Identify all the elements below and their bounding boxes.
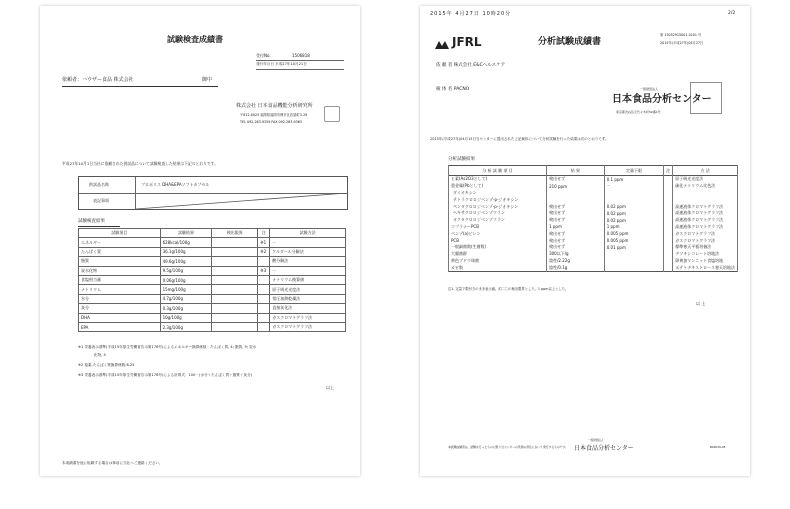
table-cell: 検出せず [547,244,605,251]
table-cell: 高速液体クロマトグラフ法 [673,224,738,231]
lab-name: 株式会社 日本食品機能分析研究所 [236,103,313,109]
table-cell: 628kcal/100g [160,238,212,247]
table-cell: 原子吸光光度法 [270,285,346,294]
table-cell [212,247,258,256]
table-cell [664,190,673,197]
table-cell: 重金属(Pbとして) [449,183,547,190]
table-cell [664,237,673,244]
table-cell [604,190,664,197]
table-cell: 検出せず [547,176,605,183]
left-header-cell: 試験項目 [79,229,161,238]
left-header-cell: 試験結果 [160,229,212,238]
table-cell: 0.1 ppm [604,176,664,183]
table-row [449,230,738,237]
table-cell: 0.01 ppm [604,244,664,251]
table-row [79,275,346,284]
table-cell: 検出せず [547,217,605,224]
rh-result: 結 果 [547,166,605,176]
table-row [449,244,738,251]
table-cell: 原子吸光光度法 [673,176,738,183]
footer-code: B04039-05 [710,445,726,449]
ref-no-label: 受付No. [256,53,271,58]
table-cell: 一般細菌数(生菌数) [449,244,547,251]
table-cell: ナトリウム [79,285,161,294]
left-document-page [40,6,360,476]
table-cell: － [604,183,664,190]
footer-org-small: 一般財団法人 [588,439,604,442]
table-cell: エネルギー [79,238,161,247]
table-cell: ペンタクロロジベンゾ-p-ジオキシン [449,203,547,210]
table-cell: カビ数 [449,264,547,271]
table-cell: － [270,266,346,275]
sample-label: 供試品名称 [89,182,109,187]
table-row [449,224,738,231]
note-1: ※1 栄養表示基準(平成15年厚生労働省告示第176号)によるエネルギー換算係数：たんぱく質, 4; 脂質, 9; 炭水 [78,345,257,349]
table-cell: 水分 [79,294,161,303]
table-cell: ベンゾ(a)ピレン [449,230,547,237]
table-cell: 0.06g/100g [160,275,212,284]
left-end-mark: 以上 [326,385,334,390]
table-cell: 検出せず [547,203,605,210]
right-intro: 2015年(平成27年)04月15日当センターに提出された上記検体について分析試験を行った結果は次のとおりです。 [430,137,609,141]
table-cell [664,244,673,251]
table-cell [664,183,673,190]
remarks-label: 表記事項 [93,198,109,203]
right-footer-left: 本試験成績書は、試験を行ったものに限り当センターの実施の責任において発行するものです。 [448,445,568,449]
table-cell: ケルダール分解法 [270,247,346,256]
table-cell [673,196,738,203]
results-heading: 試験検査結果 [78,219,105,224]
table-cell [604,196,664,203]
table-cell [258,304,270,313]
lab-phone: TEL 092-263-9359 FAX 092-263-9363 [240,120,302,124]
table-cell [212,238,258,247]
sample-name: プロポリス DHA&EPAソフトカプセル [141,182,210,187]
table-row [449,237,738,244]
right-sample: 検 体 名 PACNO [436,87,470,92]
doc-date: 2015年(平成27年)04月27日 [660,41,704,45]
right-results-table [448,165,738,272]
table-cell [258,257,270,266]
org-branch: 東京都渋谷区元代々木町52番1号 [616,110,661,114]
table-cell: 陰性/0.1g [547,264,605,271]
company-seal [324,106,340,122]
rh-method: 方 法 [673,166,738,176]
remarks-strike-line [136,193,347,209]
table-cell: 直接灰化法 [270,304,346,313]
table-cell: 検出せず [547,230,605,237]
left-header-cell: 試験方法 [270,229,346,238]
table-cell: 検出せず [547,210,605,217]
table-row [79,304,346,313]
table-cell: ガスクロマトグラフ法 [270,322,346,331]
table-cell: 灰分 [79,304,161,313]
table-cell: ※1 [258,238,270,247]
table-cell: 脂質 [79,257,161,266]
org-block [610,86,712,120]
table-row [449,183,738,190]
table-cell [664,224,673,231]
table-row [79,238,346,247]
table-cell [673,190,738,197]
left-results-table [78,228,346,332]
table-cell: ポテトデキストロース寒天培地法 [673,264,738,271]
table-cell: 標準寒天平板培養法 [673,244,738,251]
table-row [79,294,346,303]
table-cell: ガスクロマトグラフ法 [270,313,346,322]
table-row [449,217,738,224]
table-row [449,258,738,265]
right-client: 依 頼 者 株式会社 E&Cヘルスケア [436,63,506,68]
table-cell [212,294,258,303]
table-cell [258,294,270,303]
table-row [449,176,738,183]
table-cell [664,264,673,271]
table-cell [547,196,605,203]
table-cell: 210 ppm [547,183,605,190]
table-cell: 黄色ブドウ球菌 [449,258,547,265]
rh-note: 注 [664,166,673,176]
lab-address: 〒812-0025 福岡県福岡市博多区店屋町3-29 [240,113,308,117]
table-row [449,203,738,210]
note-3: ※3 栄養表示基準(平成15年厚生労働省告示第176号)による計算式：100－(水分＋たんぱく質＋脂質＋灰分) [78,373,253,377]
table-cell: ヘキサクロロジベンゾフラン [449,210,547,217]
table-cell [664,176,673,183]
org-small: 一般財団法人 [640,87,659,91]
table-cell: 検出せず [547,237,605,244]
table-row [449,196,738,203]
table-cell: 49.6g/100g [160,257,212,266]
table-row [449,264,738,271]
note-2: ※2 窒素-たんぱく質換算係数:6.25 [78,363,135,367]
header-page: 2/2 [728,11,736,16]
table-cell: EPA [79,322,161,331]
table-cell: 0.005 ppm [604,230,664,237]
table-cell: 1 ppm [604,224,664,231]
client-suffix: 御中 [202,77,213,83]
table-row [449,251,738,258]
note-1b: 化物, 4 [94,353,106,357]
table-row [449,190,738,197]
table-row [79,322,346,331]
table-cell: 高速液体クロマトグラフ法 [673,210,738,217]
table-row [449,210,738,217]
jfrl-logo-mark-icon [434,36,450,48]
table-cell [547,190,605,197]
table-cell: ガスクロマトグラフ法 [673,230,738,237]
table-cell [212,266,258,275]
doc-no: 第 15052915001-0101 号 [660,33,702,37]
table-cell: ナトリウム換算値 [270,275,346,284]
table-cell: 4.7g/100g [160,294,212,303]
table-cell [604,264,664,271]
table-cell: 硫化ナトリウム比色法 [673,183,738,190]
table-cell: 0.02 ppm [604,210,664,217]
issue-date: 発行年月日 平成27年10月21日 [256,62,307,66]
table-row [79,285,346,294]
table-cell: オクタクロロジベンゾフラン [449,217,547,224]
left-footer: 本成績書を他に転載する場合は事前に当社へご連絡ください。 [62,461,163,465]
table-cell: 食塩相当量 [79,275,161,284]
table-cell: 300以下/g [547,251,605,258]
table-cell: DHA [79,313,161,322]
table-cell: たんぱく質 [79,247,161,256]
table-cell [604,258,664,265]
table-cell: 大腸菌群 [449,251,547,258]
right-note: 注1. 定量下限付きのまま表示値。約二〇の検出限界とした。1 ppm以上とした。 [448,287,569,291]
table-cell: ※3 [258,266,270,275]
table-cell: 15mg/100g [160,285,212,294]
table-cell: 高速液体クロマトグラフ法 [673,217,738,224]
table-cell: 0.02 ppm [604,203,664,210]
rh-limit: 定量下限 [604,166,664,176]
table-cell: 0.005 ppm [604,237,664,244]
table-cell: ダイオキシン [449,190,547,197]
table-cell: テトラクロロジベンゾ-p-ジオキシン [449,196,547,203]
table-cell: 1 ppm [547,224,605,231]
right-results-heading: 分析試験結果 [448,157,475,162]
table-row [79,257,346,266]
table-cell: ※2 [258,247,270,256]
table-cell [258,275,270,284]
table-cell [258,313,270,322]
header-date: 2015年 4月27日 10時20分 [430,11,512,17]
table-cell [604,251,664,258]
table-cell [664,230,673,237]
left-header-cell: 検出限界 [212,229,258,238]
table-cell: 0.02 ppm [604,217,664,224]
table-row [79,313,346,322]
table-cell: 0.3g/100g [160,304,212,313]
table-cell: 常圧加熱乾燥法 [270,294,346,303]
table-cell [212,275,258,284]
left-header-cell: 注 [258,229,270,238]
ref-no: 1506818 [292,53,310,58]
table-cell: 10g/100g [160,313,212,322]
table-cell: ヒ素(As2O3として) [449,176,547,183]
table-cell: ガスクロマトグラフ法 [673,237,738,244]
table-cell: 9.5g/100g [160,266,212,275]
table-cell [664,196,673,203]
table-cell [212,313,258,322]
table-cell [664,258,673,265]
table-cell: － [270,238,346,247]
table-cell [212,304,258,313]
table-cell [664,210,673,217]
table-cell [664,251,673,258]
right-document-page [420,6,750,476]
table-cell: コプラナーPCB [449,224,547,231]
table-cell [664,203,673,210]
table-cell: 36.1g/100g [160,247,212,256]
jfrl-logo: JFRL [452,35,482,49]
left-doc-title: 試験検査成績書 [167,35,223,44]
table-row [79,247,346,256]
table-cell: 卵黄加マンニット食塩培地 [673,258,738,265]
table-cell: 酸分解法 [270,257,346,266]
table-cell [258,285,270,294]
table-row [79,266,346,275]
table-cell: デソキシコレート培地法 [673,251,738,258]
right-doc-title: 分析試験成績書 [538,37,602,47]
table-cell [664,217,673,224]
intro-text: 平成27年10月1日当社に依頼された供試品について試験検査した結果は下記のとおりです。 [62,161,218,166]
table-cell: 2.3g/100g [160,322,212,331]
client-label: 依頼者：ハウザー食品 株式会社 [62,77,134,83]
rh-item: 分 析 試 験 項 目 [449,166,547,176]
right-end-mark: 以 上 [696,301,706,306]
table-cell [212,322,258,331]
table-cell: 陰性/2.22g [547,258,605,265]
table-cell [212,285,258,294]
table-cell: 高速液体クロマトグラフ法 [673,203,738,210]
table-cell [258,322,270,331]
org-name: 日本食品分析センター [612,94,712,105]
sample-box [78,176,348,210]
table-cell: 炭水化物 [79,266,161,275]
org-seal [690,82,722,114]
table-cell: PCB [449,237,547,244]
table-cell [212,257,258,266]
footer-org: 日本食品分析センター [574,445,634,452]
